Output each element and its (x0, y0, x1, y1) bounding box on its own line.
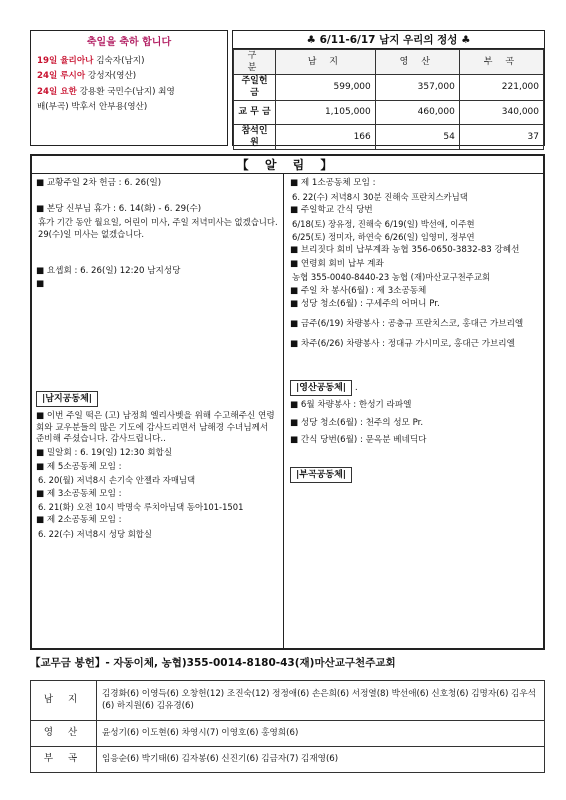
names-list: 윤성기(6) 이도현(6) 차영시(7) 이영호(6) 홍영희(6) (97, 721, 545, 747)
feast-day-line (37, 56, 221, 68)
region-label: 영 산 (31, 721, 97, 747)
offering-cell: 166 (276, 124, 376, 149)
notice-section (30, 154, 545, 650)
region-label: 남 지 (31, 681, 97, 721)
offering-cell: 599,000 (276, 75, 376, 100)
notice-left-column (32, 174, 284, 648)
offering-table (233, 49, 544, 150)
notice-item: ■ 성당 청소(6월) : 천주의 성모 Pr. (290, 417, 424, 428)
notice-item: ■ 이번 주일 떡은 (고) 남정희 엘리사벳을 위해 수고해주신 연령회와 교우분들의 많은 기도에 감사드리면서 남해경 수녀님께서 준비해 주셨습니다. 감사드립니다.. (36, 411, 275, 445)
offering-header: 남 지 (276, 50, 376, 75)
offering-names-table (30, 680, 545, 773)
feast-day-names: 강성자(영산) (87, 71, 137, 82)
notice-item: ■ 연령회 회비 납부 계좌 (290, 258, 384, 269)
notice-item: ■ 주일 차 봉사(6월) : 제 3소공동체 (290, 285, 427, 296)
offering-bank-info: 【교무금 봉헌】- 자동이체, 농협)355-0014-8180-43(재)마산교구천주교회 (30, 657, 396, 669)
region-label: 부 곡 (31, 747, 97, 773)
offering-header-row (234, 50, 544, 75)
feast-day-line (37, 71, 221, 83)
notice-detail: 6. 20(월) 저녁8시 손기숙 안젤라 자매님댁 (38, 475, 196, 486)
notice-detail: 6/25(토) 정미자, 하연숙 6/26(일) 임영미, 정부연 (292, 231, 475, 242)
names-list: 김경화(6) 이영득(6) 오창헌(12) 조진숙(12) 정정애(6) 손은희(6) 서정열(8) 박선애(6) 신호청(6) 김명자(6) 김우석(6) 하지원(6) 김유경(6) (97, 681, 545, 721)
offering-row-label: 교 무 금 (234, 100, 276, 124)
offering-header: 영 산 (375, 50, 459, 75)
feast-day-box (30, 30, 228, 146)
notice-item: ■ 제 2소공동체 모임 : (36, 515, 122, 526)
notice-item: ■ 6월 차량봉사 : 한성기 라파엘 (290, 400, 412, 411)
notice-right-column (286, 174, 543, 648)
community-label-bugok: |부곡공동체| (290, 467, 352, 483)
notice-item: ■ 제 3소공동체 모임 : (36, 488, 122, 499)
notice-detail: 6. 22(수) 저녁8시 30분 진해숙 프란치스카님댁 (292, 191, 468, 202)
offering-row (234, 75, 544, 100)
notice-item: ■ 본당 신부님 휴가 : 6. 14(화) - 6. 29(수) (36, 203, 202, 214)
offering-cell: 460,000 (375, 100, 459, 124)
feast-day-names: 김숙자(남지) (96, 55, 145, 66)
feast-day-date: 19일 율리아나 (37, 55, 94, 66)
offering-header: 부 곡 (459, 50, 543, 75)
notice-item: ■ 제 1소공동체 모임 : (290, 178, 376, 188)
offering-cell: 37 (459, 124, 543, 149)
names-list: 임응순(6) 박기태(6) 김자봉(6) 신진기(6) 김금자(7) 김재영(6) (97, 747, 545, 773)
offering-row-label: 참석인원 (234, 124, 276, 149)
feast-day-line (37, 87, 221, 99)
notice-item: ■ 차주(6/26) 차량봉사 : 정대규 가시미로, 홍대근 가브리엘 (290, 338, 515, 349)
names-row (31, 747, 545, 773)
notice-item: ■ 성당 청소(6월) : 구세주의 어머니 Pr. (290, 299, 440, 310)
feast-day-names: 강용환 국민수(남지) 최영 (79, 86, 175, 97)
feast-day-title: 축일을 축하 합니다 (86, 37, 172, 48)
notice-item: ■ 금주(6/19) 차량봉사 : 공충규 프란치스코, 홍대근 가브리엘 (290, 318, 524, 329)
notice-item: ■ (36, 279, 45, 290)
names-row (31, 721, 545, 747)
offering-row (234, 124, 544, 149)
notice-item: ■ 요셉회 : 6. 26(일) 12:20 남지성당 (36, 265, 181, 276)
feast-day-date: 24일 루시아 (37, 71, 86, 82)
community-label-namji: |남지공동체| (36, 391, 98, 407)
notice-item: ■ 간식 당번(6월) : 문옥분 베네딕다 (290, 435, 427, 446)
notice-detail: 6. 22(수) 저녁8시 성당 회합실 (38, 529, 152, 540)
notice-detail: 6. 21(화) 오전 10시 박명숙 루치아님댁 동아101-1501 (38, 502, 244, 513)
offering-title: ♣ 6/11-6/17 남지 우리의 정성 ♣ (233, 31, 544, 49)
offering-cell: 357,000 (375, 75, 459, 100)
offering-cell: 1,105,000 (276, 100, 376, 124)
notice-detail: 휴가 기간 동안 월요일, 어린이 미사, 주일 저녁미사는 없겠습니다. 29(수)일 미사는 없겠습니다. (38, 217, 278, 239)
offering-header: 구 분 (234, 50, 276, 75)
notice-item: ■ 교황주일 2차 헌금 : 6. 26(일) (36, 178, 162, 188)
offering-summary (232, 30, 545, 146)
community-label-yeongsan: |영산공동체| (290, 380, 352, 396)
feast-day-continuation: 배(부곡) 박후서 안부용(영산) (37, 102, 148, 113)
offering-row-label: 주일헌금 (234, 75, 276, 100)
notice-detail: 농협 355-0040-8440-23 농협 (재)마산교구천주교회 (292, 272, 491, 283)
notice-item: ■ 밀알회 : 6. 19(일) 12:30 회합실 (36, 447, 173, 458)
offering-cell: 221,000 (459, 75, 543, 100)
notice-title: 【 알 림 】 (32, 156, 543, 174)
feast-day-date: 24일 요한 (37, 86, 77, 97)
offering-cell: 54 (375, 124, 459, 149)
names-row (31, 681, 545, 721)
notice-item: ■ 브리짓다 회비 납부계좌 농협 356-0650-3832-83 강혜선 (290, 245, 520, 256)
notice-item: ■ 제 5소공동체 모임 : (36, 461, 122, 472)
offering-row (234, 100, 544, 124)
section-dot: . (354, 383, 358, 394)
notice-detail: 6/18(토) 장유정, 진해숙 6/19(일) 박선애, 이주현 (292, 218, 475, 229)
notice-item: ■ 주일학교 간식 당번 (290, 204, 373, 215)
offering-cell: 340,000 (459, 100, 543, 124)
